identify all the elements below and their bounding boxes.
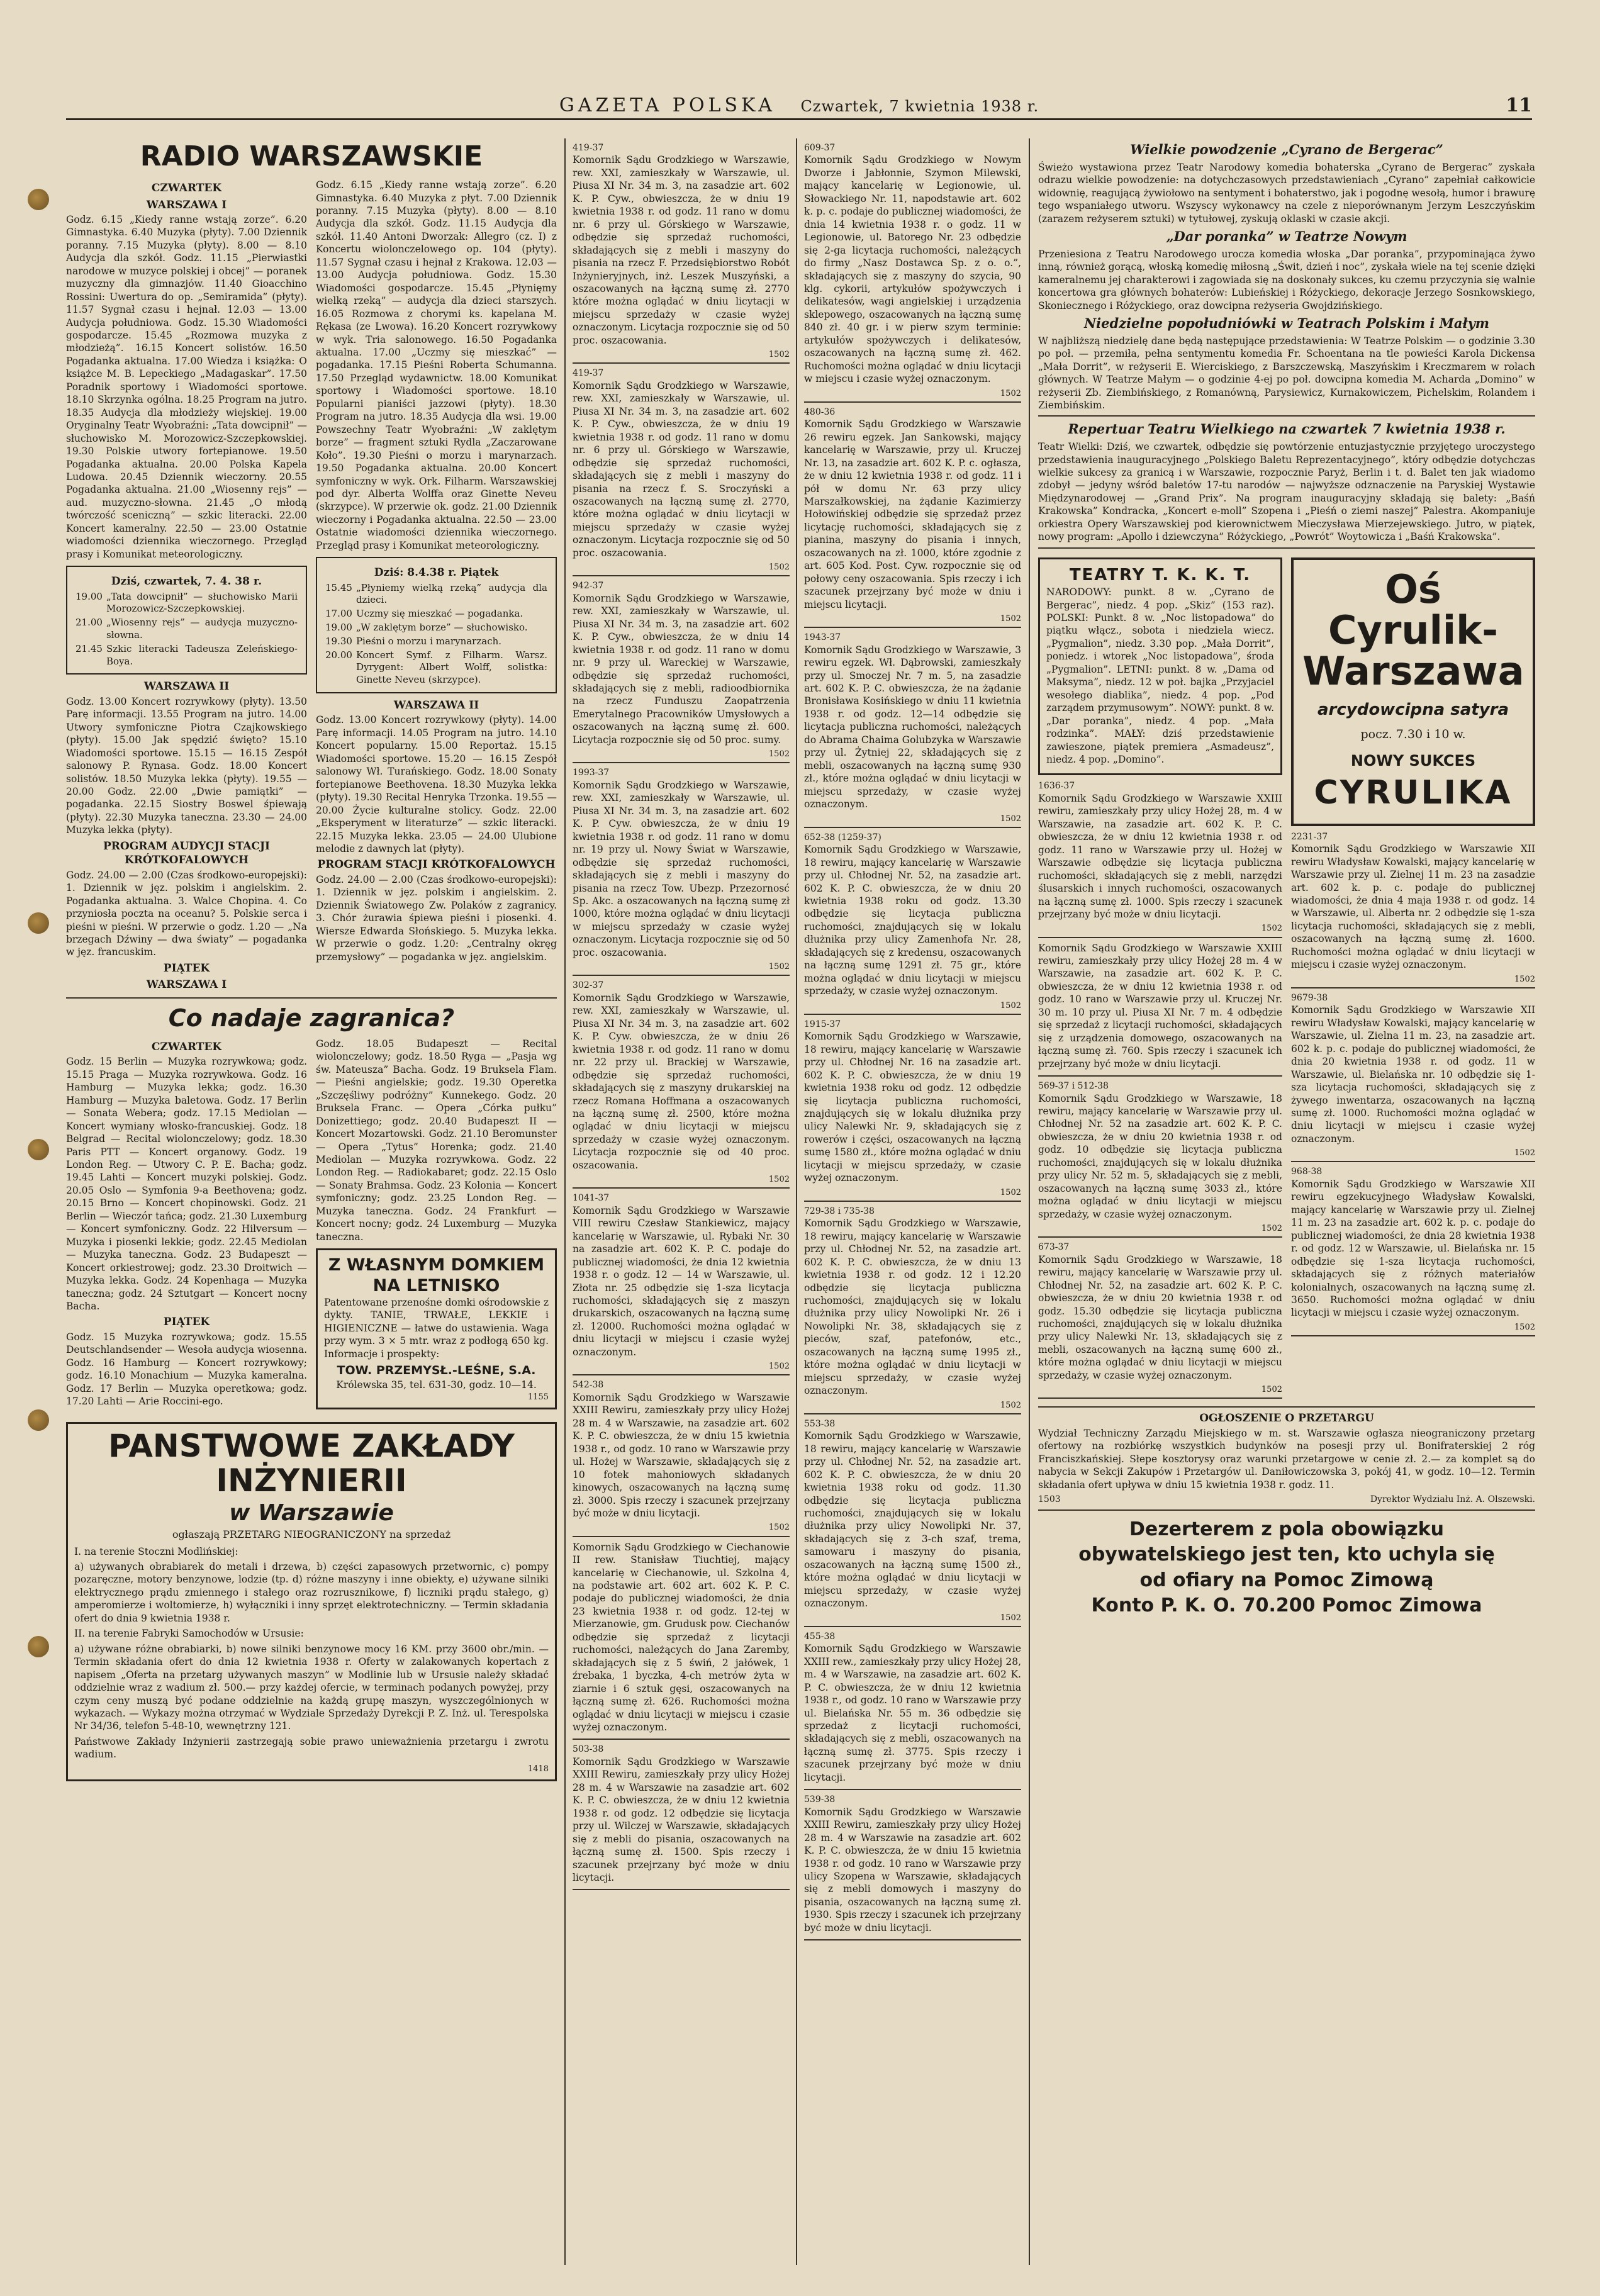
court-notice	[573, 1192, 790, 1375]
przetarg-ref: 1503	[1038, 1494, 1061, 1505]
friday-box-title: Dziś: 8.4.38 r. Piątek	[374, 566, 499, 580]
radio-section	[66, 138, 557, 1786]
notice-text: Komornik Sądu Grodzkiego w Warszawie, rew. XXI, zamieszkały w Warszawie, ul. Piusa XI Nr. 34 m. 3, na zasadzie art. 602 K. P. Cyw., obwieszcza, że w dniu 19 kwietnia 1938 r. od godz. 11 rano w domu nr. 6 przy ul. Górskiego w Warszawie, odbędzie się sprzedaż ruchomości, składających się z mebli i maszyny do pisania na rzecz f. S. Sroczyński a oszacowanych na łączną sumę zł. 2770, które można oglądać w dniu licytacji w miejscu sprzedaży w czasie wyżej oznaczonym. Licytacja rozpocznie się od 50 proc. oszacowania.	[573, 379, 790, 559]
page-number: 11	[1506, 94, 1532, 116]
cyrulik-ad	[1291, 557, 1535, 826]
court-notice	[573, 142, 790, 364]
notice-text: Komornik Sądu Grodzkiego w Ciechanowie II rew. Stanisław Tiuchtiej, mający kancelarię w Ciechanowie, ul. Szkolna 4, na podstawie art. 602 art. 602 K. P. C. podaje do publicznej wiadomości, że dnia 23 kwietnia 1938 r. od godz. 12-tej w Mierzanowie, gm. Grudusk pow. Ciechanów odbędzie się sprzedaż z licytacji ruchomości, należących do Jana Zaremby, składających się z 5 świń, 2 jałówek, 1 źrebaka, 1 byczka, 4-ch metrów żyta w ziarnie i 6 sztuk gęsi, oszacowanych na łączną sumę zł. 626. Ruchomości można oglądać w dniu licytacji w miejscu i czasie wyżej oznaczonym.	[573, 1541, 790, 1733]
notice-ref: 1502	[573, 1522, 790, 1537]
notice-text: Komornik Sądu Grodzkiego w Warszawie, 18 rewiru, mający kancelarię w Warszawie przy ul. Chłodnej Nr. 52, na zasadzie art. 602 K. P. C. obwieszcza, że w dniu 20 kwietnia 1938 roku od godz. 11.30 odbędzie się licytacja publiczna ruchomości, znajdujących się w lokalu dłużnika przy ulicy Nowolipki Nr. 37, składających się z 3-ch szaf, trema, samowaru i maszyny do pisania, oszacowanych na łączną sumę 1500 zł., które można oglądać w dniu licytacji w miejscu sprzedaży, w czasie wyżej oznaczonym.	[804, 1430, 1021, 1610]
tkkt-text: NARODOWY: punkt. 8 w. „Cyrano de Bergerac”, niedz. 4 pop. „Skiz” (153 raz). POLSKI: Punkt. 8 w. „Noc listopadowa” do piątku włącz., sobota i niedziela wiecz. „Pygmalion”, niedz. 3.30 pop. „Mała Dorrit”, poniedz. i wtorek „Noc listopadowa”, środa „Pygmalion”. LETNI: punkt. 8 w. „Dama od Maksyma”, niedz. 12 w poł. bajka „Przyjaciel wesołego diablika”, niedz. 4 pop. „Pod zarządem przymusowym”. NOWY: punkt. 8 w. „Dar poranka”, niedz. 4 pop. „Mała rodzinka”. MAŁY: dziś przedstawienie zawieszone, piątek premiera „Asmadeusz”, niedz. 4 pop. „Domino”.	[1046, 586, 1274, 765]
notice-id: 302-37	[573, 980, 604, 991]
notice-id: 569-37 i 512-38	[1038, 1081, 1109, 1092]
notice-text: Komornik Sądu Grodzkiego w Nowym Dworze i Jabłonnie, Szymon Milewski, mający kancelarię w Legionowie, ul. Słowackiego Nr. 11, napodstawie art. 602 k. p. c. podaje do publicznej wiadomości, że dnia 14 kwietnia 1938 r. o godz. 11 w Legionowie, ul. Batorego Nr. 23 odbędzie się 2-ga licytacja ruchomości, należących do firmy „Nasz Dostawca Sp. z o. o.”, składających się z maszyny do szycia, 90 klg. cykorii, artykułów spożywczych i delikatesów, wagi angielskiej i urządzenia sklepowego, oszacowanych na łączną sumę 840 zł. 40 gr. i w pierw szym terminie: artykułów spożywczych i delikatesów, oszacowanych na łączną sumę zł. 462. Ruchomości można oglądać w dniu licytacji w miejscu i czasie wyżej oznaczonym.	[804, 154, 1021, 385]
pzi-part1: a) używanych obrabiarek do metali i drzewa, b) części zapasowych przetwornic, c) pompy pozaręczne, motory benzynowe, lodzie (tp. d) różne maszyny i inne obiekty, e) używane silniki elektrycznego prądu zmiennego i stałego oraz rozrusznikowe, f) liczniki prądu stałego, g) amperomierze i woltomierze, h) wyłączniki i inny sprzęt elektrotechniczny. — Termin składania ofert do dnia 9 kwietnia 1938 r.	[74, 1560, 549, 1624]
przetarg-title: OGŁOSZENIE O PRZETARGU	[1199, 1412, 1374, 1425]
shortwave-title: PROGRAM STACJI KRÓTKOFALOWYCH	[317, 858, 556, 871]
shortwave-title: PROGRAM AUDYCJI STACJI KRÓTKOFALOWYCH	[103, 839, 271, 867]
notice-text: Komornik Sądu Grodzkiego w Warszawie XXIII Rewiru, zamieszkały przy ulicy Hożej 28 m. 4 w Warszawie na zasadzie art. 602 K. P. C. obwieszcza, że w dniu 12 kwietnia 1938 r. od godz. 12 odbędzie się licytacja przy ul. Wilczej w Warszawie, składających się z mebli do pisania, oszacowanych na łączną sumę zł. 1500. Spis rzeczy i szacunek przejrzany być może w dniu licytacji.	[573, 1756, 790, 1883]
notice-text: Komornik Sądu Grodzkiego w Warszawie, 18 rewiru, mający kancelarię w Warszawie przy ul. Chłodnej Nr. 52, na zasadzie art. 602 K. P. C. obwieszcza, że w dniu 13 kwietnia 1938 r. od godz. 12 i 12.20 odbędzie się licytacja publiczna ruchomości, znajdujących się w lokalu dłużnika przy ulicy Nowolipki Nr. 26 i Nowolipki Nr. 38, składających się z pieców, szaf, patefonów, etc., oszacowanych na łączną sumę 1995 zł., które można oglądać w dniu licytacji w miejscu sprzedaży, w czasie wyżej oznaczonym.	[804, 1218, 1021, 1397]
shortwave-program: Godz. 24.00 — 2.00 (Czas środkowo-europejski): 1. Dziennik w jęz. polskim i angielskim. 2. Pogadanka aktualna. 3. Walce Chopina. 4. Co przyniosła poczta na oceanu? 5. Polskie serca i pieśni w pieśni. W przerwie o godz. 1.20 — „Na brzegach Dźwiny — dwa światy” — pogadanka w jęz. francuskim.	[66, 869, 307, 958]
ad-domek-firm: TOW. PRZEMYSŁ.-LEŚNE, S.A.	[337, 1364, 536, 1378]
binding-hole	[28, 1409, 49, 1431]
today-box-title: Dziś, czwartek, 7. 4. 38 r.	[111, 575, 262, 588]
notice-ref: 1502	[804, 388, 1021, 403]
notice-text: Komornik Sądu Grodzkiego w Warszawie, rew. XXI, zamieszkały w Warszawie, ul. Piusa XI Nr. 34 m. 3, na zasadzie art. 602 K. P. Cyw., obwieszcza, że w dniu 19 kwietnia 1938 r. od godz. 11 rano w domu nr. 6 przy ul. Górskiego w Warszawie, odbędzie się sprzedaż ruchomości, składających się z mebli i maszyny do pisania na rzecz F. Przedsiębiorstwo Robót Inżynieryjnych, inż. Leszek Muszyński, a oszacowanych na łączną sumę zł. 2770 które można oglądać w dniu licytacji w miejscu sprzedaży w czasie wyżej oznaczonym. Licytacja rozpocznie się od 50 proc. oszacowania.	[573, 154, 790, 346]
cyrulik-name: CYRULIKA	[1314, 774, 1513, 812]
court-notice	[804, 1206, 1021, 1414]
notice-text: Komornik Sądu Grodzkiego w Warszawie XII rewiru Władysław Kowalski, mający kancelarię w Warszawie, ul. Zielna 11 m. 23, na zasadzie art. 602 k. p. c. podaje do publicznej wiadomości, że dnia 20 kwietnia 1938 r. od godz. 11 w Warszawie, ul. Bielańska nr. 10 odbędzie się 1-sza licytacja ruchomości, składających się z żywego inwentarza, oszacowanych na łączną sumę zł. 1000. Ruchomości można oglądać w dniu licytacji w miejscu i czasie wyżej oznaczonym.	[1291, 1004, 1535, 1145]
notice-id: 652-38 (1259-37)	[804, 832, 881, 843]
notice-text: Komornik Sądu Grodzkiego w Warszawie, 3 rewiru egzek. Wł. Dąbrowski, zamieszkały przy ul. Smoczej Nr. 7 m. 5, na zasadzie art. 602 K. P. C. obwieszcza, że na żądanie Bronisława Kosińskiego w dniu 11 kwietnia 1938 r. od godz. 12—14 odbędzie się licytacja publiczna ruchomości, należących do Abrama Chaima Golubzyka w Warszawie przy ul. Żytniej 22, składających się z mebli, oszacowanych na łączną sumę 930 zł., które można oglądać w dniu licytacji w miejscu sprzedaży, w czasie wyżej oznaczonym.	[804, 644, 1021, 810]
court-notice	[1038, 1241, 1282, 1399]
court-notice	[573, 1379, 790, 1537]
notice-ref: 1502	[804, 1613, 1021, 1627]
notice-ref: 1502	[1291, 1148, 1535, 1162]
court-notice	[573, 367, 790, 576]
przetarg-text: Wydział Techniczny Zarządu Miejskiego w m. st. Warszawie ogłasza nieograniczony przetarg ofertowy na rozbiórkę wszystkich budynków na posesji przy ul. Bonifraterskiej 2 róg Franciszkańskiej. Słepe kosztorysy oraz warunki przetargowe w cenie zł. 2.— za komplet są do nabycia w Sekcji Zakupów i Przetargów ul. Daniłowiczowska 3, pokój 41, w godz. 10—12. Termin składania ofert upływa w dniu 15 kwietnia 1938 r. godz. 11.	[1038, 1427, 1535, 1491]
pzi-ref: 1418	[527, 1764, 549, 1774]
radio-station: WARSZAWA II	[393, 699, 479, 712]
notice-id: 729-38 i 735-38	[804, 1206, 875, 1216]
court-notice	[573, 980, 790, 1189]
pzi-intro: ogłaszają PRZETARG NIEOGRANICZONY na sprzedaż	[172, 1528, 451, 1541]
binding-hole	[28, 912, 49, 934]
shortwave-program: Godz. 24.00 — 2.00 (Czas środkowo-europejski): 1. Dziennik w jęz. polskim i angielskim. 2. Dziennik Światowego Zw. Polaków z zagranicy. 3. Chór żurawia śpiewa pieśni i piosenki. 4. Wiersze Edwarda Słońskiego. 5. Muzyka lekka. W przerwie o godz. 1.20: „Centralny okręg przemysłowy” — pogadanka w jęz. angielskim.	[316, 873, 557, 963]
notice-text: Komornik Sądu Grodzkiego w Warszawie, rew. XXI, zamieszkały w Warszawie, ul. Piusa XI Nr. 34 m. 3, na zasadzie art. 602 K. P. Cyw. obwieszcza, że w dniu 19 kwietnia 1938 r. od godz. 11 rano w domu nr. 19 przy ul. Nowy Świat w Warszawie, odbędzie się sprzedaż ruchomości, składających się z mebli i maszyny do pisania na rzecz Tow. Ubezp. Przezornosć Sp. Akc. a oszacowanych na łączną sumę zł 1000, które można oglądać w dniu licytacji w miejscu sprzedaży w czasie wyżej oznaczonym. Licytacja rozpocznie się od 50 proc. oszacowania.	[573, 779, 790, 958]
article-title: „Dar poranka” w Teatrze Nowym	[1166, 228, 1407, 244]
notice-text: Komornik Sądu Grodzkiego w Warszawie XXIII Rewiru, zamieszkały przy ulicy Hożej 28 m. 4 w Warszawie, na zasadzie art. 602 K. P. C. obwieszcza, że w dniu 15 kwietnia 1938 r., od godz. 10 rano w Warszawie przy ul. Hożej w Warszawie, składających się z 10 fotek mahoniowych składanych kinowych, oszacowanych na łączną sumę zł. 3000. Spis rzeczy i szacunek przejrzany być może w dniu licytacji.	[573, 1391, 790, 1519]
cyrulik-line1: Oś Cyrulik-	[1328, 566, 1499, 653]
right-col-right	[1291, 552, 1535, 1403]
friday-schedule: 15.45 „Płyniemy wielką rzeką” audycja dla dzieci. 17.00 Uczmy się mieszkać — pogadanka. 19.00 „W zaklętym borze” — słuchowisko. 19.30 Pieśni o morzu i marynarzach. 20.00 Koncert Symf. z Filharm. Warsz. Dyrygent: Albert Wolff, solistka: Ginette Neveu (skrzypce).	[325, 581, 547, 686]
notice-text: Komornik Sądu Grodzkiego w Warszawie, rew. XXI, zamieszkały w Warszawie, ul. Piusa XI Nr. 34 m. 3, na zasadzie art. 602 K. P. Cyw., obwieszcza, że w dniu 14 kwietnia 1938 r. od godz. 11 rano w domu nr. 9 przy ul. Wareckiej w Warszawie, odbędzie się sprzedaż ruchomości, składających się z mebli, radioodbiornika na rzecz Funduszu Zaopatrzenia Emerytalnego Pracowników Umysłowych a oszacowanych na łączną sumę zł. 600. Licytacja rozpocznie się od 50 proc. sumy.	[573, 592, 790, 746]
notice-text: Komornik Sądu Grodzkiego w Warszawie 26 rewiru egzek. Jan Sankowski, mający kancelarię w Warszawie, przy ul. Kruczej Nr. 13, na zasadzie art. 602 K. P. c. ogłasza, że w dniu 12 kwietnia 1938 r. od godz. 11 i pół w domu Nr. 63 przy ulicy Marszałkowskiej, na żądanie Kazimierzy Hołowińskiej odbędzie się sprzedaż przez licytację ruchomości, składających się z pianina, maszyny do pisania i innych, oszacowanych na zł. 1000, które zgodnie z art. 605 Kod. Post. Cyw. rozpocznie się od połowy ceny oszacowania. Spis rzeczy i ich szacunek przejrzany być może w dniu i miejscu licytacji.	[804, 418, 1021, 610]
appeal-line: obywatelskiego jest ten, kto uchyla się	[1078, 1543, 1495, 1566]
article-title: Wielkie powodzenie „Cyrano de Bergerac”	[1130, 142, 1443, 157]
notice-ref: 1502	[804, 1187, 1021, 1202]
court-notice	[804, 1794, 1021, 1940]
abroad-program: Godz. 18.05 Budapeszt — Recital wiolonczelowy; godz. 18.50 Ryga — „Pasja wg św. Mateusza” Bacha. Godz. 19 Bruksela Flam. — Pieśni angielskie; godz. 19.30 Operetka „Szczęśliwy podróżny” Kunnekego. Godz. 20 Bruksela Franc. — Opera „Córka pułku” Donizettiego; godz. 20.40 Budapeszt II — Koncert Mozartowski. Godz. 21.10 Beromunster — Opera „Tytus” Horenka; godz. 21.40 Mediolan — Muzyka rozrywkowa. Godz. 22 London Reg. — Radiokabaret; godz. 22.15 Oslo — Sonaty Brahmsa. Godz. 23 Kolonia — Koncert symfoniczny; godz. 23.25 London Reg. — Muzyka taneczna. Godz. 24 Frankfurt — Koncert nocny; godz. 24 Luxemburg — Muzyka taneczna.	[316, 1038, 557, 1243]
court-notice	[1038, 1080, 1282, 1238]
notice-ref: 1502	[1038, 1223, 1282, 1238]
radio-title: RADIO WARSZAWSKIE	[140, 140, 483, 172]
court-notice	[804, 1019, 1021, 1202]
tkkt-title: TEATRY T. K. K. T.	[1069, 565, 1251, 585]
abroad-col-right	[316, 1038, 557, 1414]
notice-ref: 1502	[1291, 1322, 1535, 1336]
ad-domek-text: Patentowane przenośne domki ośrodowskie z dykty. TANIE, TRWAŁE, LEKKIE i HIGIENICZNE — łatwe do ustawienia. Waga przy wym. 3 × 5 mtr. wraz z podłogą 650 kg. Informacje i prospekty:	[324, 1296, 549, 1360]
pzi-subtitle: w Warszawie	[229, 1499, 394, 1526]
court-notice	[573, 580, 790, 763]
cyrulik-hit: NOWY SUKCES	[1350, 752, 1476, 770]
pomoc-zimowa-appeal	[1038, 1517, 1535, 1619]
ad-domek-ref: 1155	[527, 1392, 549, 1402]
notices-column-c	[1038, 780, 1282, 1399]
appeal-line: od ofiary na Pomoc Zimową	[1139, 1569, 1434, 1591]
radio-col-right	[316, 179, 557, 994]
notice-text: Komornik Sądu Grodzkiego w Warszawie XII rewiru Władysław Kowalski, mający kancelarię w Warszawie przy ul. Zielnej 11 m. 23 na zasadzie art. 602 k. p. c. podaje do publicznej wiadomości, że dnia 4 maja 1938 r. od godz. 14 w Warszawie, ul. Alberta nr. 2 odbędzie się 1-sza licytacja ruchomości, składających się z mebli, oszacowanych na łączną sumę zł. 1600. Ruchomości można oglądać w dniu licytacji w miejscu i czasie wyżej oznaczonym.	[1291, 843, 1535, 971]
abroad-program: Godz. 15 Muzyka rozrywkowa; godz. 15.55 Deutschlandsender — Wesoła audycja wiosenna. Godz. 16 Hamburg — Koncert rozrywkowy; godz. 16.10 Monachium — Muzyka kameralna. Godz. 17 Berlin — Muzyka operetkowa; godz. 17.20 Lahti — Arie Roccini-ego.	[66, 1331, 307, 1408]
notice-text: Komornik Sądu Grodzkiego w Warszawie XXIII rewiru, zamieszkały przy ulicy Hożej 28, m. 4 w Warszawie, na zasadzie art. 602 K. P. C. obwieszcza, że w dniu 12 kwietnia 1938 r. od godz. 11 rano w Warszawie przy ul. Hożej w Warszawie odbędzie się licytacja publiczna ruchomości, składających się z mebli, narzędzi ślusarskich i innych ruchomości, oszacowanych na łączną sumę zł. 1000. Spis rzeczy i szacunek przejrzany być może w dniu licytacji.	[1038, 792, 1282, 920]
cyrulik-sub: arcydowcipna satyra	[1317, 700, 1509, 720]
notice-id: 455-38	[804, 1631, 836, 1642]
court-notice	[1291, 992, 1535, 1163]
court-notice	[1038, 942, 1282, 1077]
pzi-footer: Państwowe Zakłady Inżynierii zastrzegają sobie prawo unieważnienia przetargu i zwrotu wadium.	[74, 1735, 549, 1761]
binding-hole	[28, 1139, 49, 1160]
notice-id: 1915-37	[804, 1019, 841, 1029]
notice-ref: 1502	[573, 1174, 790, 1189]
abroad-day: CZWARTEK	[151, 1040, 222, 1053]
notice-id: 503-38	[573, 1744, 604, 1755]
radio-station: WARSZAWA II	[143, 680, 230, 693]
radio-program: Godz. 6.15 „Kiedy ranne wstają zorze”. 6.20 Gimnastyka. 6.40 Muzyka z płyt. 7.00 Dziennik poranny. 7.15 Muzyka (płyty). 8.00 — 8.10 Audycja dla szkół. Godz. 11.15 Audycja dla szkół. 11.40 Antoni Dworzak: Allegro (cz. I) z Koncertu wiolonczelowego op. 104 (płyty). 11.57 Sygnał czasu i hejnał z Krakowa. 12.03 — 13.00 Audycja południowa. Godz. 15.30 Wiadomości gospodarcze. 15.45 „Płynięmy wielką rzeką” — audycja dla dzieci starszych. 16.05 Rozmowa z chorymi ks. kapelana M. Rękasa (ze Lwowa). 16.20 Koncert rozrywkowy w wyk. Tria salonowego. 16.50 Pogadanka aktualna. 17.00 „Uczmy się mieszkać” — pogadanka. 17.15 Pieśni Roberta Schumanna. 17.50 Przegląd wydawnictw. 18.00 Komunikat sportowy i Wiadomości sportowe. 18.10 Popularni pianiści jazzowi (płyty). 18.30 Program na jutro. 18.35 Audycja dla wsi. 19.00 Powszechny Teatr Wyobraźni: „W zaklętym borze” — fragment sztuki Rydla „Zaczarowane Koło”. 19.30 Pieśni o morzu i marynarzach. 19.50 Pogadanka aktualna. 20.00 Koncert symfoniczny w wyk. Ork. Filharm. Warszawskiej pod dyr. Alberta Wolffa oraz Ginette Neveu (skrzypce). W przerwie ok. godz. 21.00 Dziennik wieczorny i Pogadanka aktualna. 22.50 — 23.00 Ostatnie wiadomości dziennika wieczornego. Przegląd prasy i Komunikat meteorologiczny.	[316, 179, 557, 551]
notice-text: Komornik Sądu Grodzkiego w Warszawie VIII rewiru Czesław Stankiewicz, mający kancelarię w Warszawie, ul. Rybaki Nr. 30 na zasadzie art. 602 K. P. C. podaje do publicznej wiadomości, że dnia 12 kwietnia 1938 r. o godz. 12 — 14 w Warszawie, ul. Złota nr. 25 odbędzie się 1-sza licytacja ruchomości, składających się z maszyn drukarskich, oszacowanych na łączną sumę zł. 12000. Ruchomości można oglądać w dniu licytacji w miejscu i czasie wyżej oznaczonym.	[573, 1204, 790, 1358]
court-notice	[573, 1744, 790, 1890]
notice-ref: 1502	[804, 1000, 1021, 1015]
radio-station: WARSZAWA I	[146, 978, 227, 992]
abroad-col-left	[66, 1038, 307, 1414]
abroad-title: Co nadaje zagranica?	[168, 1004, 455, 1032]
notice-ref: 1502	[573, 749, 790, 763]
court-notice	[804, 142, 1021, 403]
ad-domek-address: Królewska 35, tel. 631-30, godz. 10—14.	[336, 1379, 537, 1391]
notice-text: Komornik Sądu Grodzkiego w Warszawie XII rewiru egzekucyjnego Władysław Kowalski, mający kancelarię w Warszawie przy ul. Zielnej 11 m. 23 na zasadzie art. 602 k. p. c. podaje do publicznej wiadomości, że dnia 28 kwietnia 1938 r. od godz. 12 w Warszawie, ul. Bielańska nr. 15 odbędzie się 1-sza licytacja ruchomości, składających się z różnych materiałów kolonialnych, oszacowanych na łączną sumę zł. 3650. Ruchomości można oglądać w dniu licytacji w miejscu i czasie wyżej oznaczonym.	[1291, 1178, 1535, 1319]
notice-ref	[804, 1786, 1021, 1790]
pzi-ad	[66, 1422, 557, 1781]
court-notice	[804, 632, 1021, 828]
notice-text: Komornik Sądu Grodzkiego w Warszawie, 18 rewiru, mający kancelarię w Warszawie przy ul. Chłodnej Nr. 52, na zasadzie art. 602 K. P. C. obwieszcza, że w dniu 20 kwietnia 1938 r. od godz. 15.30 odbędzie się licytacja publiczna ruchomości, znajdujących się w lokalu dłużnika przy ulicy Nalewki Nr. 13, składających się z mebli, oszacowanych na łączną sumę 600 zł., które można oglądać w dniu licytacji w miejscu sprzedaży, w czasie wyżej oznaczonym.	[1038, 1253, 1282, 1381]
masthead-date: Czwartek, 7 kwietnia 1938 r.	[800, 98, 1039, 115]
notice-id: 968-38	[1291, 1167, 1323, 1177]
notice-id: 542-38	[573, 1380, 604, 1391]
court-notice	[1291, 831, 1535, 988]
notice-ref: 1502	[1038, 923, 1282, 938]
notice-text: Komornik Sądu Grodzkiego w Warszawie XXIII rew., zamieszkały przy ulicy Hożej 28, m. 4 w Warszawie, na zasadzie art. 602 K. P. C. obwieszcza, że w dniu 12 kwietnia 1938 r., od godz. 10 rano w Warszawie przy ul. Bielańska Nr. 55 m. 36 odbędzie się sprzedaż z licytacji ruchomości, składających się z mebli, oszacowanych na łączną sumę zł. 3775. Spis rzeczy i szacunek przejrzany być może w dniu licytacji.	[804, 1643, 1021, 1783]
pzi-part2: a) używane różne obrabiarki, b) nowe silniki benzynowe mocy 16 KM. przy 3600 obr./min. — Termin składania ofert do dnia 12 kwietnia 1938 r. Oferty w zalakowanych kopertach z napisem „Oferta na przetarg używanych maszyn” w Modlinie lub w Ursusie należy składać oddzielnie wraz z wadium zł. 500.— przy każdej ofercie, w terminach podanych powyżej, przy czym ceny muszą być podane oddzielnie na każdą grupę maszyn, wyszczególnionych w wykazach. — Wykazy można otrzymać w Wydziale Sprzedaży Dyrekcji P. Z. Inż. ul. Terespolska Nr 34/36, telefon 5-48-10, wewnętrzny 121.	[74, 1643, 549, 1732]
pzi-part2-heading: II. na terenie Fabryki Samochodów w Ursusie:	[74, 1628, 304, 1640]
przetarg-signed: Dyrektor Wydziału Inż. A. Olszewski.	[1370, 1494, 1535, 1505]
notice-text: Komornik Sądu Grodzkiego w Warszawie, 18 rewiru, mający kancelarię w Warszawie przy ul. Chłodnej Nr. 52 na zasadzie art. 602 K. P. C. obwieszcza, że w dniu 20 kwietnia 1938 r. od godz. 10 odbędzie się licytacja publiczna ruchomości, znajdujących się w lokalu dłużnika przy ulicy Nr. 52 m. 5, składających się z mebli, oszacowanych na łączną sumę 3033 zł., które można oglądać w dniu licytacji w miejscu sprzedaży, w czasie wyżej oznaczonym.	[1038, 1092, 1282, 1220]
notice-id: 609-37	[804, 143, 836, 153]
article-title: Niedzielne popołudniówki w Teatrach Polskim i Małym	[1083, 315, 1490, 331]
notice-text: Komornik Sądu Grodzkiego w Warszawie, 18 rewiru, mający kancelarię w Warszawie przy ul. Chłodnej Nr. 16 na zasadzie art. 602 K. P. C. obwieszcza, że w dniu 19 kwietnia 1938 roku od godz. 12 odbędzie się licytacja publiczna ruchomości, znajdujących się w lokalu dłużnika przy ulicy Nalewki Nr. 9, składających się z rowerów i części, oszacowanych na łączną sumę 1580 zł., które można oglądać w dniu licytacji w miejscu sprzedaży, w czasie wyżej oznaczonym.	[804, 1031, 1021, 1184]
notice-id: 480-36	[804, 406, 836, 417]
notice-ref: 1502	[804, 613, 1021, 628]
article-text: Teatr Wielki: Dziś, we czwartek, odbędzie się powtórzenie entuzjastycznie przyjętego uroczystego przedstawienia inauguracyjnego „Polskiego Baletu Reprezentacyjnego”, który odbędzie dotychczas wielkie sukcesy za granicą i w Warszawie, rozpocznie Paryż, Berlin i t. d. Balet ten jak wiadomo zdobył — jedyny wśród baletów 17-tu narodów — najwyższe odznaczenie na Paryskiej Wystawie Międzynarodowej — „Grand Prix”. Na program inauguracyjny składają się balety: „Baśń Krakowska” Kondracka, „Koncert e-moll” Szopena i „Pieśń o ziemi naszej” Palestra. Akompaniuje orkiestra Opery Warszawskiej pod kierownictwem Mieczysława Mierzejewskiego. Jutro, w piątek, nowy program: „Apollo i dziewczyna” Różyckiego, „Powrót” Woytowicza i „Baśń Krakowska”.	[1038, 441, 1535, 543]
masthead	[66, 94, 1532, 120]
court-notice	[804, 1631, 1021, 1790]
court-notice	[1291, 1166, 1535, 1336]
friday-box	[316, 557, 557, 693]
masthead-title: GAZETA POLSKA	[559, 94, 776, 116]
radio-program: Godz. 6.15 „Kiedy ranne wstają zorze”. 6.20 Gimnastyka. 6.40 Muzyka (płyty). 7.00 Dziennik poranny. 7.15 Muzyka (płyty). 8.00 — 8.10 Audycja dla szkół. Godz. 11.15 „Pierwiastki narodowe w muzyce polskiej i obcej” — poranek muzyczny dla gimnazjów. 11.40 Gioacchino Rossini: Uwertura do op. „Semiramida” (płyty). 11.57 Sygnał czasu i hejnał. 12.03 — 13.00 Audycja południowa. Godz. 15.30 Wiadomości gospodarcze. 15.45 „Rozmowa muzyka z młodzieżą”. 16.15 Koncert solistów. 16.50 Pogadanka aktualna. 17.00 Wiedza i książka: O książce M. B. Lepeckiego „Madagaskar”. 17.50 Poradnik sportowy i Wiadomości sportowe. 18.10 Skrzynka ogólna. 18.25 Program na jutro. 18.35 Audycja dla młodzieży wiejskiej. 19.00 Oryginalny Teatr Wyobraźni: „Tata dowcipnił” — słuchowisko M. Morozowicz-Szczepkowskiej. 19.30 Polskie utwory fortepianowe. 19.50 Pogadanka aktualna. 20.00 Polska Kapela Ludowa. 20.45 Dziennik wieczorny. 20.55 Pogadanka aktualna. 21.00 „Wiosenny rejs” — aud. muzyczno-słowna. 21.45 „O młodą twórczość sceniczną” — szkic literacki. 22.00 Koncert kameralny. 22.50 — 23.00 Ostatnie wiadomości dziennika wieczornego. Przegląd prasy i Komunikat meteorologiczny.	[66, 213, 307, 560]
court-notice	[573, 1541, 790, 1740]
article-text: Przeniesiona z Teatru Narodowego urocza komedia włoska „Dar poranka”, przypominająca żywo inną, również gorącą, włoską komedię miłosną „Świt, dzień i noc”, zyskała wiele na tej scenie dzięki kameralnemu jej charakterowi i zagowiada się na doskonały sukces, ku czemu przyczynia się walnie koncertowa gra głównych bohaterów: Lubieńskiej i Różyckiego, dekoracje Jerzego Sosnkowskiego, Skoniecznego i Różyckiego, oraz dowcipna reżyseria Gwojdzińskiego.	[1038, 248, 1535, 311]
today-schedule: 19.00 „Tata dowcipnił” — słuchowisko Marii Morozowicz-Szczepkowskiej. 21.00 „Wiosenny rejs” — audycja muzyczno-słowna. 21.45 Szkic literacki Tadeusza Zeleńskiego-Boya.	[76, 590, 298, 667]
court-notice	[573, 767, 790, 976]
notice-id: 1943-37	[804, 632, 841, 643]
notice-ref: 1502	[1291, 974, 1535, 988]
today-box	[66, 566, 307, 675]
article-text: W najbliższą niedzielę dane będą następujące przedstawienia: W Teatrze Polskim — o godzinie 3.30 po poł. — przemiła, pełna sentymentu komedia Fr. Schoentana na tle powieści Karola Dickensa „Mała Dorrit”, w reżyserii E. Wierciskiego, z Barszczewską, Maszyńskim i Kreczmarem w rolach głównych. W Teatrze Małym — o godzinie 4-ej po poł. dowcipna komedia M. Acharda „Domino” w reżyserii Zb. Ziembińskiego, z Romanówną, Parysiewicz, Kurnakowiczem, Pichelskim, Rolandem i Ziembińskim.	[1038, 335, 1535, 411]
court-notice	[804, 406, 1021, 628]
radio-col-left	[66, 179, 307, 994]
notice-id: 419-37	[573, 143, 604, 153]
notice-ref: 1502	[573, 349, 790, 364]
abroad-program: Godz. 15 Berlin — Muzyka rozrywkowa; godz. 15.15 Praga — Muzyka rozrywkowa. Godz. 16 Hamburg — Muzyka lekka; godz. 16.30 Hamburg — Muzyka baletowa. Godz. 17 Berlin — Sonata Webera; godz. 17.15 Mediolan — Koncert wymiany włosko-francuskiej. Godz. 18 Belgrad — Recital wiolonczelowy; godz. 18.30 Paris PTT — Koncert organowy. Godz. 19 London Reg. — Utwory C. P. E. Bacha; godz. 19.45 Lahti — Koncert muzyki polskiej. Godz. 20.05 Oslo — Symfonia 9-a Beethovena; godz. 20.15 Brno — Koncert chopinowski. Godz. 21 Berlin — Wieczór tańca; godz. 21.30 Luxemburg — Koncert symfoniczny. Godz. 22 Hilversum — Muzyka i piosenki lekkie; godz. 22.45 Mediolan — Muzyka taneczna. Godz. 23 Budapeszt — Koncert orkiestrowej; godz. 23.30 Droitwich — Muzyka lekka. Godz. 24 Kopenhaga — Muzyka taneczna; godz. 24 Sztutgart — Koncert nocny Bacha.	[66, 1056, 307, 1312]
radio-program: Godz. 13.00 Koncert rozrywkowy (płyty). 14.00 Parę informacji. 14.05 Program na jutro. 14.10 Koncert popularny. 15.00 Reportaż. 15.15 Wiadomości sportowe. 15.20 — 16.15 Zespół salonowy Wł. Turańskiego. Godz. 18.00 Sonaty fortepianowe Beethovena. 18.30 Muzyka lekka (płyty). 19.30 Recital Henryka Trzonka. 19.55 — 20.00 Życie kulturalne stolicy. Godz. 22.00 „Eksperyment w literaturze” — szkic literacki. 22.15 Muzyka lekka. 23.05 — 24.00 Ulubione melodie z dawnych lat (płyty).	[316, 714, 557, 854]
notice-id: 1636-37	[1038, 781, 1075, 792]
right-col-left	[1038, 552, 1282, 1403]
right-section	[1038, 138, 1535, 1619]
appeal-line: Konto P. K. O. 70.200 Pomoc Zimowa	[1091, 1594, 1482, 1617]
notice-ref: 1502	[573, 1361, 790, 1375]
pzi-title: PANSTWOWE ZAKŁADY INŻYNIERII	[108, 1427, 515, 1499]
notice-id: 539-38	[804, 1795, 836, 1805]
notice-text: Komornik Sądu Grodzkiego w Warszawie XXIII rewiru, zamieszkały przy ulicy Hożej 28 m. 4 w Warszawie, na zasadzie art. 602 K. P. C. obwieszcza, że w dniu 12 kwietnia 1938 r. od godz. 10 rano w Warszawie przy ul. Kruczej Nr. 30 m. 10 przy ul. Piusa XI Nr. 7 m. 4 odbędzie się sprzedaż z licytacji ruchomości, składających się z urządzenia domowego, oszacowanych na łączną sumę zł. 760. Spis rzeczy i szacunek ich przejrzany być może w dniu licytacji.	[1038, 942, 1282, 1070]
court-notice	[804, 832, 1021, 1015]
notice-ref: 1502	[804, 814, 1021, 828]
appeal-line: Dezerterem z pola obowiązku	[1129, 1518, 1445, 1540]
radio-program: Godz. 13.00 Koncert rozrywkowy (płyty). 13.50 Parę informacji. 13.55 Program na jutro. 14.00 Utwory symfoniczne Piotra Czajkowskiego (płyty). 15.00 Jak spędzić święto? 15.10 Wiadomości sportowe. 15.15 — 16.15 Zespół salonowy P. Rynasa. Godz. 18.00 Koncert solistów. 18.50 Muzyka lekka (płyty). 19.55 — 20.00 Godz. 22.00 „Dwie pamiątki” — pogadanka. 22.15 Siostry Boswel śpiewają (płyty). 22.30 Muzyka taneczna. 23.30 — 24.00 Muzyka lekka (płyty).	[66, 695, 307, 836]
notice-ref: 1502	[573, 562, 790, 576]
ad-domek	[316, 1248, 557, 1409]
notice-ref: 1502	[573, 961, 790, 976]
notices-column-d	[1291, 831, 1535, 1336]
notice-ref	[573, 1736, 790, 1740]
notice-ref: 1502	[1038, 1384, 1282, 1399]
notice-ref	[573, 1886, 790, 1890]
notice-id: 942-37	[573, 581, 604, 591]
notice-text: Komornik Sądu Grodzkiego w Warszawie, rew. XXI, zamieszkały w Warszawie, ul. Piusa XI Nr. 34 m. 3, na zasadzie art. 602 K. P. Cyw. obwieszcza, że w dniu 26 kwietnia 1938 r. od godz. 11 rano w domu nr. 22 przy ul. Brackiej w Warszawie, odbędzie się sprzedaż ruchomości, składających się z maszyny drukarskiej na rzecz Romana Hoffmana a oszacowanych na łączną sumę zł. 2500, które można oglądać w dniu licytacji w miejscu sprzedaży w czasie wyżej oznaczonym. Licytacja rozpocznie się od 40 proc. oszacowania.	[573, 992, 790, 1171]
notice-ref	[1038, 1073, 1282, 1077]
ad-domek-title: Z WŁASNYM DOMKIEM NA LETNISKO	[328, 1255, 545, 1296]
notice-id: 2231-37	[1291, 831, 1328, 842]
abroad-day: PIĄTEK	[163, 1316, 210, 1329]
court-notice	[804, 1418, 1021, 1627]
article-text: Świeżo wystawiona przez Teatr Narodowy komedia bohaterska „Cyrano de Bergerac” zyskała odrazu wielkie powodzenie: na dotychczasowych przedstawieniach „Cyrano” zapełniał całkowicie widownię, reagującą żywiołowo na sentyment i bohaterstwo, jak i pogodnę wesołą, humor i brawurę tego wspaniałego utworu. Wszyscy wykonawcy na czele z nieporównanym Jerzym Leszczyńskim (zarazem reżyserem sztuki) w tytułowej, zyskują oklaski w czasie akcji.	[1038, 161, 1535, 225]
radio-station: WARSZAWA I	[146, 198, 227, 211]
notices-column-b	[804, 138, 1021, 1944]
court-notice	[1038, 780, 1282, 938]
binding-hole	[28, 1636, 49, 1657]
notice-id: 1041-37	[573, 1193, 610, 1204]
radio-day: PIĄTEK	[163, 961, 210, 975]
tkkt-box	[1038, 557, 1282, 776]
notice-text: Komornik Sądu Grodzkiego w Warszawie, 18 rewiru, mający kancelarię w Warszawie przy ul. Chłodnej Nr. 52, na zasadzie art. 602 K. P. C. obwieszcza, że w dniu 20 kwietnia 1938 roku od godz. 13.30 odbędzie się licytacja publiczna ruchomości, znajdujących się w lokalu dłużnika przy ulicy Zamenhofa Nr. 28, składających się z kredensu, oszacowanych na łączną sumę 1291 zł. 75 gr., które można oglądać w dniu licytacji w miejscu sprzedaży, w czasie wyżej oznaczonym.	[804, 844, 1021, 997]
binding-hole	[28, 189, 49, 210]
notice-id: 1993-37	[573, 768, 610, 778]
notice-id: 673-37	[1038, 1242, 1070, 1253]
article-title: Repertuar Teatru Wielkiego na czwartek 7 kwietnia 1938 r.	[1068, 421, 1506, 437]
notice-id: 553-38	[804, 1418, 836, 1429]
notice-text: Komornik Sądu Grodzkiego w Warszawie XXIII Rewiru, zamieszkały przy ulicy Hożej 28 m. 4 w Warszawie na zasadzie art. 602 K. P. C. obwieszcza, że w dniu 15 kwietnia 1938 r. od godz. 10 rano w Warszawie przy ulicy Szopena w Warszawie, składających się z mebli domowych i maszyny do pisania, oszacowanych na łączną sumę zł. 1930. Spis rzeczy i szacunek ich przejrzany być może w dniu licytacji.	[804, 1806, 1021, 1934]
notice-id: 9679-38	[1291, 992, 1328, 1003]
notice-id: 419-37	[573, 368, 604, 379]
notice-ref	[804, 1937, 1021, 1940]
radio-day: CZWARTEK	[151, 182, 222, 195]
notices-column-a	[573, 138, 790, 1894]
pzi-part1-heading: I. na terenie Stoczni Modlińskiej:	[74, 1545, 238, 1557]
cyrulik-line2: Warszawa	[1302, 647, 1524, 694]
notice-ref: 1502	[804, 1400, 1021, 1414]
cyrulik-time: pocz. 7.30 i 10 w.	[1360, 727, 1466, 742]
